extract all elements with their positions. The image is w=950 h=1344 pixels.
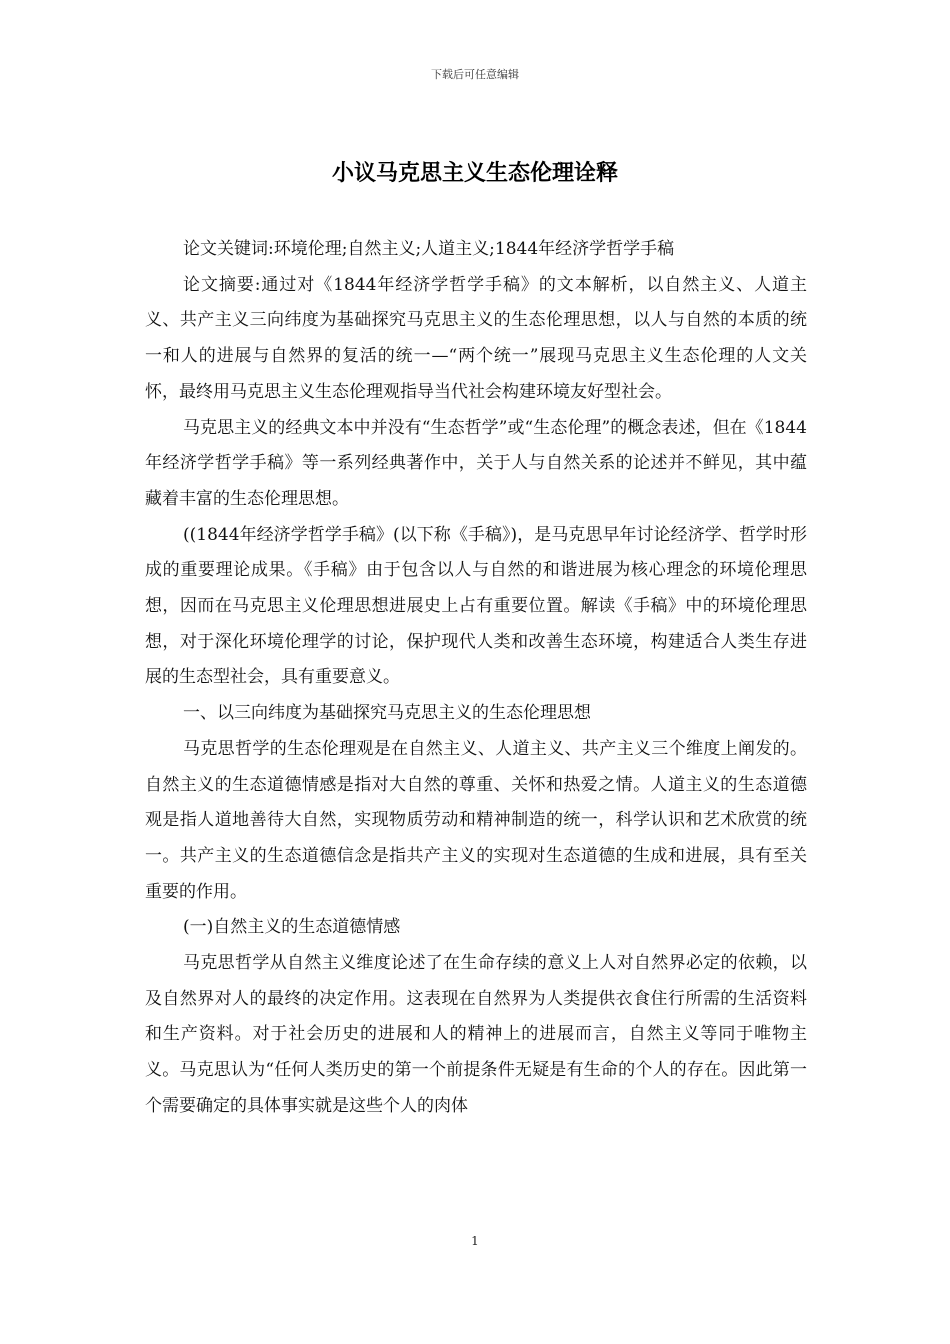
body-paragraph: 马克思哲学从自然主义维度论述了在生命存续的意义上人对自然界必定的依赖，以及自然界对人的最终的决定作用。这表现在自然界为人类提供衣食住行所需的生活资料和生产资料。对于社会历史的进展和人的精神上的进展而言，自然主义等同于唯物主义。马克思认为“任何人类历史的第一个前提条件无疑是有生命的个人的存在。因此第一个需要确定的具体事实就是这些个人的肉体	[145, 953, 807, 1116]
page-header: 下载后可任意编辑	[431, 68, 519, 81]
abstract-paragraph: 论文摘要:通过对《1844年经济学哲学手稿》的文本解析，以自然主义、人道主义、共产主义三向纬度为基础探究马克思主义的生态伦理思想，以人与自然的本质的统一和人的进展与自然界的复活的统一—“两个统一”展现马克思主义生态伦理的人文关怀，最终用马克思主义生态伦理观指导当代社会构建环境友好型社会。	[145, 274, 807, 402]
subsection-heading: (一)自然主义的生态道德情感	[183, 917, 401, 938]
body-paragraph: 马克思哲学的生态伦理观是在自然主义、人道主义、共产主义三个维度上阐发的。自然主义的生态道德情感是指对大自然的尊重、关怀和热爱之情。人道主义的生态道德观是指人道地善待大自然，实现物质劳动和精神制造的统一，科学认识和艺术欣赏的统一。共产主义的生态道德信念是指共产主义的实现对生态道德的生成和进展，具有至关重要的作用。	[145, 738, 807, 902]
keywords-paragraph: 论文关键词:环境伦理;自然主义;人道主义;1844年经济学哲学手稿	[183, 239, 675, 259]
document-body	[145, 232, 807, 1125]
body-paragraph: ((1844年经济学哲学手稿》(以下称《手稿》)，是马克思早年讨论经济学、哲学时形成的重要理论成果。《手稿》由于包含以人与自然的和谐进展为核心理念的环境伦理思想，因而在马克思主义伦理思想进展史上占有重要位置。解读《手稿》中的环境伦理思想，对于深化环境伦理学的讨论，保护现代人类和改善生态环境，构建适合人类生存进展的生态型社会，具有重要意义。	[145, 524, 807, 688]
document-title: 小议马克思主义生态伦理诠释	[331, 160, 618, 186]
body-paragraph: 马克思主义的经典文本中并没有“生态哲学”或“生态伦理”的概念表述，但在《1844年经济学哲学手稿》等一系列经典著作中，关于人与自然关系的论述并不鲜见，其中蕴藏着丰富的生态伦理思想。	[145, 417, 807, 509]
section-heading: 一、以三向纬度为基础探究马克思主义的生态伦理思想	[183, 703, 591, 724]
page-number: 1	[471, 1234, 479, 1248]
